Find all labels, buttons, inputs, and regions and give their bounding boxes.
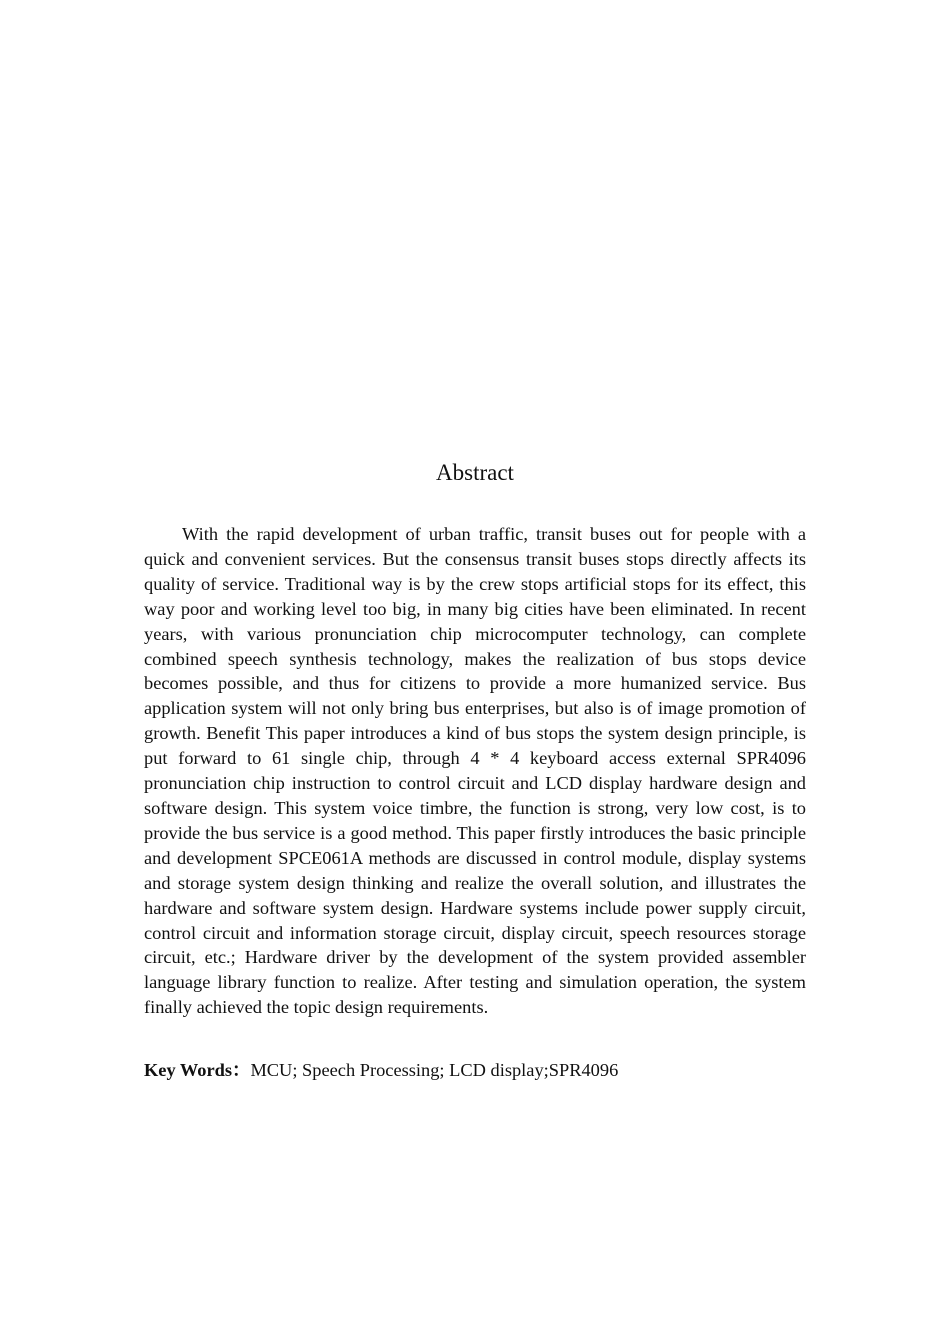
- keywords-line: [144, 1058, 806, 1083]
- keywords-label: Key Words：: [144, 1060, 251, 1080]
- abstract-body-text: With the rapid development of urban traffic, transit buses out for people with a quick and convenient services. But the consensus transit buses stops directly affects its quality of service. Traditional way is by the crew stops artificial stops for its effect, this way poor and working level too big, in many big cities have been eliminated. In recent years, with various pronunciation chip microcomputer technology, can complete combined speech synthesis technology, makes the realization of bus stops device becomes possible, and thus for citizens to provide a more humanized service. Bus application system will not only bring bus enterprises, but also is of image promotion of growth. Benefit This paper introduces a kind of bus stops the system design principle, is put forward to 61 single chip, through 4 * 4 keyboard access external SPR4096 pronunciation chip instruction to control circuit and LCD display hardware design and software design. This system voice timbre, the function is strong, very low cost, is to provide the bus service is a good method. This paper firstly introduces the basic principle and development SPCE061A methods are discussed in control module, display systems and storage system design thinking and realize the overall solution, and illustrates the hardware and software system design. Hardware systems include power supply circuit, control circuit and information storage circuit, display circuit, speech resources storage circuit, etc.; Hardware driver by the development of the system provided assembler language library function to realize. After testing and simulation operation, the system finally achieved the topic design requirements.: [144, 524, 806, 1018]
- abstract-title: Abstract: [436, 460, 514, 485]
- keywords-value: MCU; Speech Processing; LCD display;SPR4096: [250, 1060, 619, 1080]
